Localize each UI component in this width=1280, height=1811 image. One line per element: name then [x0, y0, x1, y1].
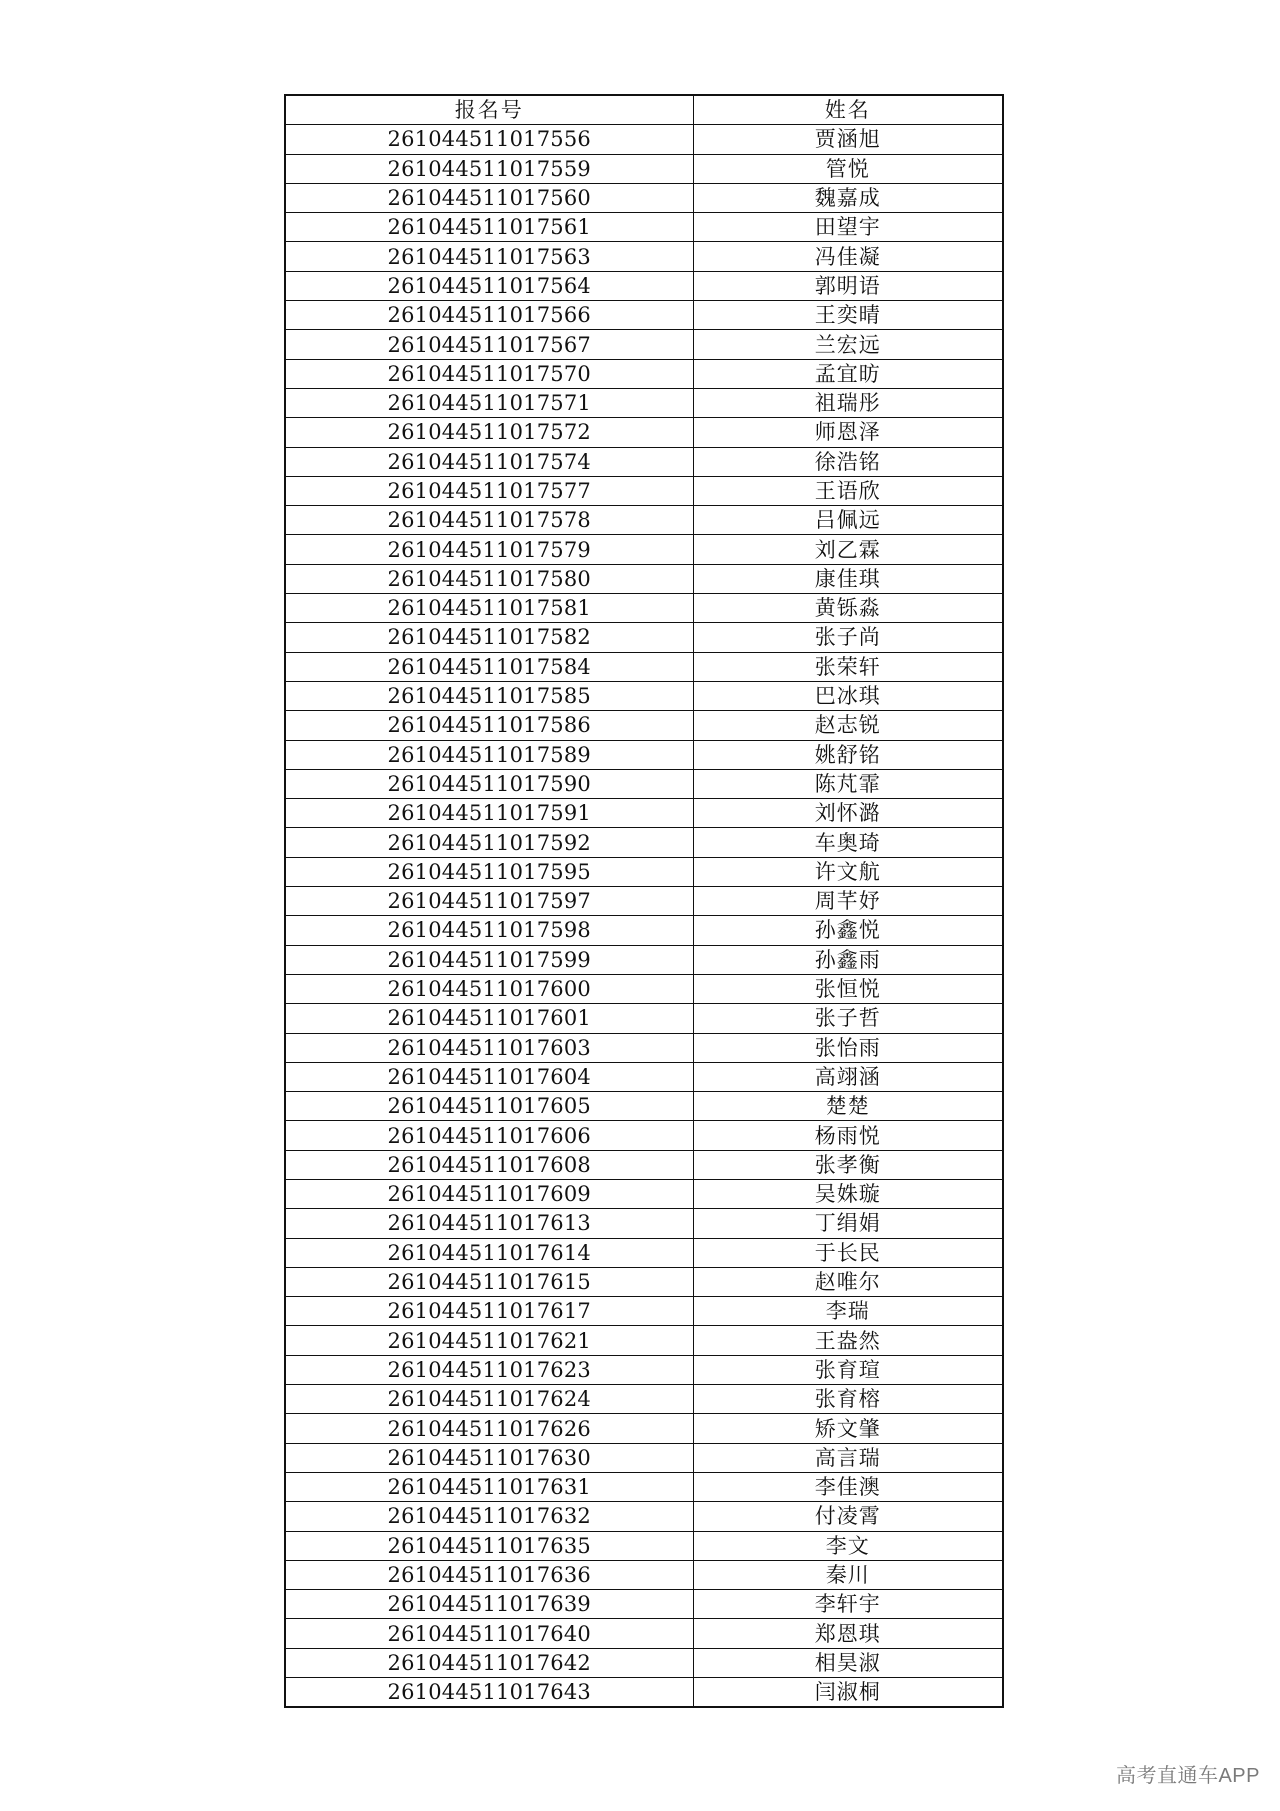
student-name-cell: 王语欣 [693, 476, 1003, 505]
student-name-cell: 兰宏远 [693, 330, 1003, 359]
table-row [285, 301, 1003, 330]
table-row [285, 1648, 1003, 1677]
student-name-cell: 郭明语 [693, 271, 1003, 300]
student-name-cell: 李瑞 [693, 1297, 1003, 1326]
registration-number-cell: 261044511017581 [285, 594, 693, 623]
student-name-cell: 楚楚 [693, 1092, 1003, 1121]
student-name-cell: 黄铄淼 [693, 594, 1003, 623]
student-name-cell: 刘乙霖 [693, 535, 1003, 564]
table-row [285, 535, 1003, 564]
registration-number-cell: 261044511017578 [285, 506, 693, 535]
table-row [285, 769, 1003, 798]
table-row [285, 1619, 1003, 1648]
student-name-cell: 田望宇 [693, 213, 1003, 242]
table-row [285, 1472, 1003, 1501]
student-name-cell: 张孝衡 [693, 1150, 1003, 1179]
table-row [285, 506, 1003, 535]
table-row [285, 681, 1003, 710]
table-row [285, 564, 1003, 593]
student-name-cell: 张子尚 [693, 623, 1003, 652]
table-row [285, 945, 1003, 974]
registration-number-cell: 261044511017584 [285, 652, 693, 681]
table-row [285, 125, 1003, 154]
registration-number-cell: 261044511017617 [285, 1297, 693, 1326]
registration-number-cell: 261044511017626 [285, 1414, 693, 1443]
registration-number-cell: 261044511017570 [285, 359, 693, 388]
table-row [285, 1678, 1003, 1708]
table-row [285, 1179, 1003, 1208]
student-name-cell: 李轩宇 [693, 1590, 1003, 1619]
table-row [285, 623, 1003, 652]
registration-number-cell: 261044511017643 [285, 1678, 693, 1708]
student-name-cell: 张恒悦 [693, 974, 1003, 1003]
student-name-cell: 贾涵旭 [693, 125, 1003, 154]
registration-number-cell: 261044511017595 [285, 857, 693, 886]
student-name-cell: 刘怀潞 [693, 799, 1003, 828]
registration-number-cell: 261044511017560 [285, 183, 693, 212]
table-row [285, 1326, 1003, 1355]
student-name-cell: 于长民 [693, 1238, 1003, 1267]
student-name-cell: 孙鑫悦 [693, 916, 1003, 945]
registration-number-cell: 261044511017642 [285, 1648, 693, 1677]
table-row [285, 1121, 1003, 1150]
table-row [285, 799, 1003, 828]
registration-number-cell: 261044511017567 [285, 330, 693, 359]
registration-number-cell: 261044511017571 [285, 388, 693, 417]
student-name-cell: 赵唯尔 [693, 1267, 1003, 1296]
student-name-cell: 杨雨悦 [693, 1121, 1003, 1150]
registration-number-cell: 261044511017561 [285, 213, 693, 242]
table-row [285, 447, 1003, 476]
registration-number-cell: 261044511017574 [285, 447, 693, 476]
table-row [285, 1590, 1003, 1619]
table-row [285, 154, 1003, 183]
registration-number-cell: 261044511017614 [285, 1238, 693, 1267]
registration-number-cell: 261044511017598 [285, 916, 693, 945]
table-row [285, 916, 1003, 945]
registration-number-cell: 261044511017586 [285, 711, 693, 740]
student-name-cell: 郑恩琪 [693, 1619, 1003, 1648]
table-row [285, 213, 1003, 242]
registration-number-cell: 261044511017559 [285, 154, 693, 183]
registration-number-cell: 261044511017592 [285, 828, 693, 857]
student-name-cell: 秦川 [693, 1560, 1003, 1589]
table-row [285, 887, 1003, 916]
table-row [285, 1092, 1003, 1121]
registration-number-cell: 261044511017608 [285, 1150, 693, 1179]
registration-number-cell: 261044511017580 [285, 564, 693, 593]
registration-number-cell: 261044511017624 [285, 1385, 693, 1414]
student-name-cell: 付凌霄 [693, 1502, 1003, 1531]
registration-number-cell: 261044511017606 [285, 1121, 693, 1150]
registration-number-cell: 261044511017577 [285, 476, 693, 505]
registration-number-cell: 261044511017599 [285, 945, 693, 974]
student-name-cell: 赵志锐 [693, 711, 1003, 740]
student-name-cell: 张怡雨 [693, 1033, 1003, 1062]
registration-number-cell: 261044511017631 [285, 1472, 693, 1501]
student-name-cell: 孙鑫雨 [693, 945, 1003, 974]
student-name-cell: 陈芃霏 [693, 769, 1003, 798]
registration-number-cell: 261044511017579 [285, 535, 693, 564]
table-row [285, 594, 1003, 623]
table-row [285, 418, 1003, 447]
registration-number-cell: 261044511017613 [285, 1209, 693, 1238]
registration-number-cell: 261044511017591 [285, 799, 693, 828]
registration-number-cell: 261044511017601 [285, 1004, 693, 1033]
student-name-cell: 王盎然 [693, 1326, 1003, 1355]
registration-number-cell: 261044511017563 [285, 242, 693, 271]
student-name-cell: 徐浩铭 [693, 447, 1003, 476]
registration-number-cell: 261044511017600 [285, 974, 693, 1003]
column-header-id: 报名号 [285, 95, 693, 125]
table-row [285, 1414, 1003, 1443]
table-row [285, 1004, 1003, 1033]
registration-number-cell: 261044511017605 [285, 1092, 693, 1121]
registration-number-cell: 261044511017556 [285, 125, 693, 154]
student-name-cell: 魏嘉成 [693, 183, 1003, 212]
watermark-text: 高考直通车APP [1115, 1765, 1260, 1787]
registration-number-cell: 261044511017632 [285, 1502, 693, 1531]
registration-number-cell: 261044511017603 [285, 1033, 693, 1062]
table-row [285, 388, 1003, 417]
table-header-row [285, 95, 1003, 125]
table-row [285, 1062, 1003, 1091]
student-name-cell: 闫淑桐 [693, 1678, 1003, 1708]
table-row [285, 1297, 1003, 1326]
student-name-cell: 孟宜昉 [693, 359, 1003, 388]
table-row [285, 1150, 1003, 1179]
table-row [285, 1443, 1003, 1472]
student-name-cell: 李文 [693, 1531, 1003, 1560]
student-name-cell: 许文航 [693, 857, 1003, 886]
registration-number-cell: 261044511017585 [285, 681, 693, 710]
registration-number-cell: 261044511017623 [285, 1355, 693, 1384]
student-name-cell: 张荣轩 [693, 652, 1003, 681]
registration-number-cell: 261044511017630 [285, 1443, 693, 1472]
registration-number-cell: 261044511017590 [285, 769, 693, 798]
student-name-cell: 吕佩远 [693, 506, 1003, 535]
student-name-cell: 康佳琪 [693, 564, 1003, 593]
student-name-cell: 张子哲 [693, 1004, 1003, 1033]
student-name-cell: 周芊妤 [693, 887, 1003, 916]
table-row [285, 1560, 1003, 1589]
registration-number-cell: 261044511017597 [285, 887, 693, 916]
student-name-cell: 相昊淑 [693, 1648, 1003, 1677]
student-name-cell: 巴冰琪 [693, 681, 1003, 710]
student-name-cell: 管悦 [693, 154, 1003, 183]
registration-number-cell: 261044511017604 [285, 1062, 693, 1091]
student-name-cell: 王奕晴 [693, 301, 1003, 330]
student-name-cell: 祖瑞彤 [693, 388, 1003, 417]
table-row [285, 1209, 1003, 1238]
table-row [285, 974, 1003, 1003]
table-row [285, 242, 1003, 271]
table-row [285, 1355, 1003, 1384]
registration-number-cell: 261044511017639 [285, 1590, 693, 1619]
student-name-cell: 车奥琦 [693, 828, 1003, 857]
table-body [285, 125, 1003, 1708]
student-name-cell: 丁绢娟 [693, 1209, 1003, 1238]
registration-number-cell: 261044511017582 [285, 623, 693, 652]
student-name-cell: 张育榕 [693, 1385, 1003, 1414]
table-row [285, 652, 1003, 681]
table-row [285, 711, 1003, 740]
table-row [285, 330, 1003, 359]
table-row [285, 359, 1003, 388]
table-row [285, 740, 1003, 769]
student-name-cell: 冯佳凝 [693, 242, 1003, 271]
roster-table [284, 94, 1004, 1708]
table-row [285, 828, 1003, 857]
table-row [285, 857, 1003, 886]
student-name-cell: 高翊涵 [693, 1062, 1003, 1091]
student-name-cell: 高言瑞 [693, 1443, 1003, 1472]
registration-number-cell: 261044511017609 [285, 1179, 693, 1208]
student-name-cell: 李佳澳 [693, 1472, 1003, 1501]
student-name-cell: 矫文肇 [693, 1414, 1003, 1443]
table-row [285, 1267, 1003, 1296]
column-header-name: 姓名 [693, 95, 1003, 125]
table-row [285, 271, 1003, 300]
table-row [285, 183, 1003, 212]
table-row [285, 1033, 1003, 1062]
registration-number-cell: 261044511017621 [285, 1326, 693, 1355]
student-name-cell: 吴姝璇 [693, 1179, 1003, 1208]
registration-number-cell: 261044511017635 [285, 1531, 693, 1560]
student-name-cell: 张育瑄 [693, 1355, 1003, 1384]
table-row [285, 1385, 1003, 1414]
registration-number-cell: 261044511017564 [285, 271, 693, 300]
table-row [285, 1531, 1003, 1560]
registration-number-cell: 261044511017589 [285, 740, 693, 769]
table-row [285, 1502, 1003, 1531]
student-name-cell: 姚舒铭 [693, 740, 1003, 769]
registration-number-cell: 261044511017636 [285, 1560, 693, 1589]
table-row [285, 476, 1003, 505]
registration-number-cell: 261044511017615 [285, 1267, 693, 1296]
registration-number-cell: 261044511017640 [285, 1619, 693, 1648]
student-name-cell: 师恩泽 [693, 418, 1003, 447]
registration-number-cell: 261044511017572 [285, 418, 693, 447]
registration-number-cell: 261044511017566 [285, 301, 693, 330]
table-row [285, 1238, 1003, 1267]
